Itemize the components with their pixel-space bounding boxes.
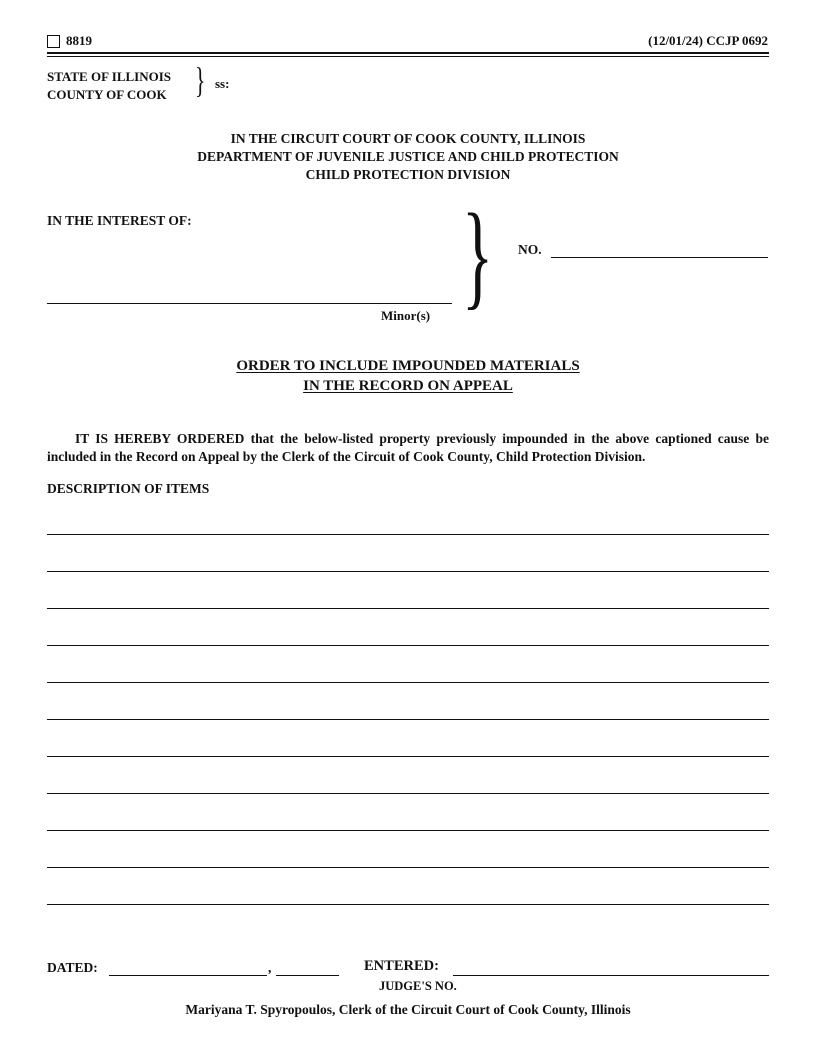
order-title-line-2: IN THE RECORD ON APPEAL bbox=[303, 378, 513, 394]
judge-number-label: JUDGE'S NO. bbox=[379, 979, 457, 993]
description-line[interactable] bbox=[47, 719, 769, 720]
entered-label: ENTERED: bbox=[364, 958, 439, 974]
interest-label: IN THE INTEREST OF: bbox=[47, 213, 192, 228]
header-rule-thin bbox=[47, 56, 769, 57]
venue-ss: ss: bbox=[215, 76, 230, 91]
description-line[interactable] bbox=[47, 867, 769, 868]
form-number bbox=[47, 33, 92, 49]
description-line[interactable] bbox=[47, 645, 769, 646]
caption-brace: } bbox=[462, 189, 494, 320]
description-line[interactable] bbox=[47, 756, 769, 757]
description-line[interactable] bbox=[47, 571, 769, 572]
venue-block bbox=[47, 68, 171, 104]
court-line-1: IN THE CIRCUIT COURT OF COOK COUNTY, ILLINOIS bbox=[230, 131, 586, 146]
header-rule-thick bbox=[47, 52, 769, 54]
date-year-field[interactable] bbox=[276, 975, 339, 976]
minor-name-field[interactable] bbox=[47, 303, 452, 304]
minor-label: Minor(s) bbox=[381, 308, 431, 323]
date-day-field[interactable] bbox=[109, 975, 267, 976]
description-line[interactable] bbox=[47, 682, 769, 683]
description-line[interactable] bbox=[47, 608, 769, 609]
order-title bbox=[0, 356, 816, 396]
court-heading bbox=[0, 130, 816, 184]
description-line[interactable] bbox=[47, 904, 769, 905]
dated-label: DATED: bbox=[47, 960, 98, 975]
description-line[interactable] bbox=[47, 830, 769, 831]
venue-brace: } bbox=[195, 60, 206, 100]
date-comma: , bbox=[268, 960, 272, 975]
clerk-footer: Mariyana T. Spyropoulos, Clerk of the Circuit Court of Cook County, Illinois bbox=[185, 1002, 631, 1017]
form-checkbox[interactable] bbox=[47, 35, 60, 48]
venue-state: STATE OF ILLINOIS bbox=[47, 69, 172, 84]
form-number-text: 8819 bbox=[66, 33, 92, 48]
venue-county: COUNTY OF COOK bbox=[47, 87, 167, 102]
description-line[interactable] bbox=[47, 534, 769, 535]
court-line-3: CHILD PROTECTION DIVISION bbox=[305, 167, 511, 182]
case-number-label: NO. bbox=[518, 242, 542, 257]
description-label: DESCRIPTION OF ITEMS bbox=[47, 481, 210, 496]
order-text: IT IS HEREBY ORDERED that the below-listed property previously impounded in the above captioned cause be included in the Record on Appeal by the Clerk of the Circuit of Cook County, Child Protection Division. bbox=[47, 431, 769, 464]
revision-code: (12/01/24) CCJP 0692 bbox=[648, 33, 768, 48]
case-number-field[interactable] bbox=[551, 257, 768, 258]
order-title-line-1: ORDER TO INCLUDE IMPOUNDED MATERIALS bbox=[236, 358, 580, 374]
judge-signature-field[interactable] bbox=[453, 975, 769, 976]
court-line-2: DEPARTMENT OF JUVENILE JUSTICE AND CHILD PROTECTION bbox=[197, 149, 619, 164]
description-line[interactable] bbox=[47, 793, 769, 794]
